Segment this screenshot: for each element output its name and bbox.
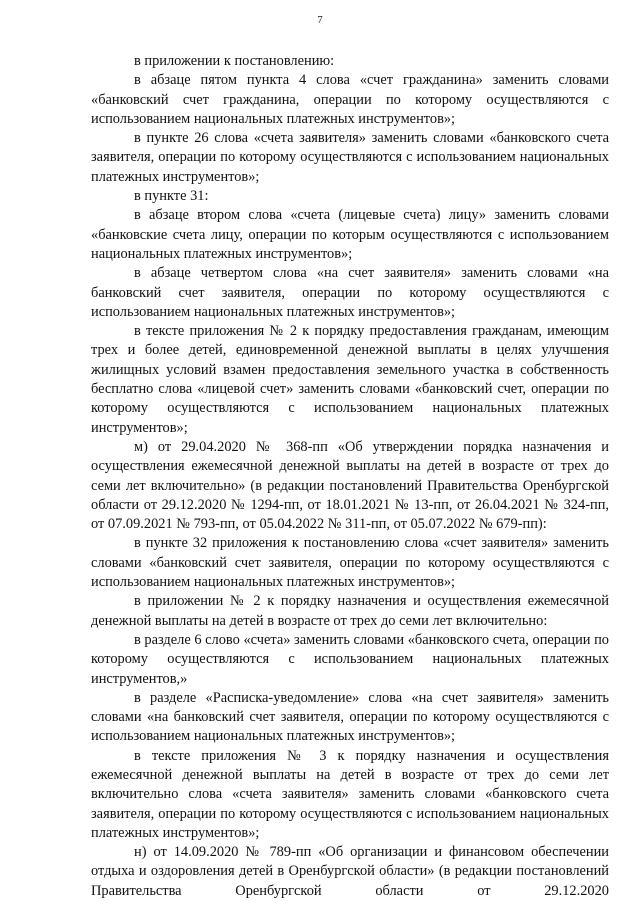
paragraph-item-31-fourth: в абзаце четвертом слова «на счет заявителя» заменить словами «на банковский счет заявителя, операции по которому осуществляются с использованием национальных платежных инструментов»;	[91, 265, 609, 320]
paragraph-item-31: в пункте 31:	[134, 188, 209, 205]
paragraph-item-32: в пункте 32 приложения к постановлению слова «счет заявителя» заменить словами «банковский счет заявителя, операции по которому осуществляются с использованием национальных платежных инструментов»;	[91, 535, 609, 591]
paragraph-appendix-2-order: в приложении № 2 к порядку назначения и осуществления ежемесячной денежной выплаты на детей в возрасте от трех до семи лет включительно:	[91, 593, 609, 629]
paragraph-n: н) от 14.09.2020 № 789-пп «Об организации и финансовом обеспечении отдыха и оздоровления детей в Оренбургской области» (в редакции постановлений Правительства Оренбургской области от 29.12.2020	[91, 844, 609, 899]
paragraph-item-31-second: в абзаце втором слова «счета (лицевые счета) лицу» заменить словами «банковские счета лицу, операции по которым осуществляются с использованием национальных платежных инструментов»;	[91, 207, 609, 262]
document-body	[91, 52, 609, 901]
page-number: 7	[317, 14, 323, 26]
paragraph-appendix-2: в тексте приложения № 2 к порядку предоставления гражданам, имеющим трех и более детей, единовременной денежной выплаты в целях улучшения жилищных условий взамен предоставления земельного участка в собственность бесплатно слова «лицевой счет» заменить словами «банковский счет, операции по которому осуществляются с использованием национальных платежных инструментов»;	[91, 323, 609, 436]
paragraph-item-4: в абзаце пятом пункта 4 слова «счет гражданина» заменить словами «банковский счет гражданина, операции по которому осуществляются с использованием национальных платежных инструментов»;	[91, 72, 609, 127]
paragraph-receipt-notice: в разделе «Расписка-уведомление» слова «на счет заявителя» заменить словами «на банковский счет заявителя, операции по которому осуществляются с использованием национальных платежных инструментов»;	[91, 689, 609, 745]
paragraph-appendix-3: в тексте приложения № 3 к порядку назначения и осуществления ежемесячной денежной выплаты на детей в возрасте от трех до семи лет включительно слова «счета заявителя» заменить словами «банковского счета заявителя, операции по которому осуществляются с использованием национальных платежных инструментов»;	[91, 747, 609, 841]
paragraph-intro: в приложении к постановлению:	[134, 53, 335, 69]
paragraph-section-6: в разделе 6 слово «счета» заменить словами «банковского счета, операции по которому осуществляются с использованием национальных платежных инструментов,»	[91, 631, 609, 687]
paragraph-item-26: в пункте 26 слова «счета заявителя» заменить словами «банковского счета заявителя, операции по которому осуществляются с использованием национальных платежных инструментов»;	[91, 130, 609, 185]
paragraph-m: м) от 29.04.2020 № 368-пп «Об утверждении порядка назначения и осуществления ежемесячной денежной выплаты на детей в возрасте от трех до семи лет включительно» (в редакции постановлений Правительства Оренбургской области от 29.12.2020 № 1294-пп, от 18.01.2021 № 13-пп, от 26.04.2021 № 324-пп, от 07.09.2021 № 793-пп, от 05.04.2022 № 311-пп, от 05.07.2022 № 679-пп):	[91, 438, 609, 533]
